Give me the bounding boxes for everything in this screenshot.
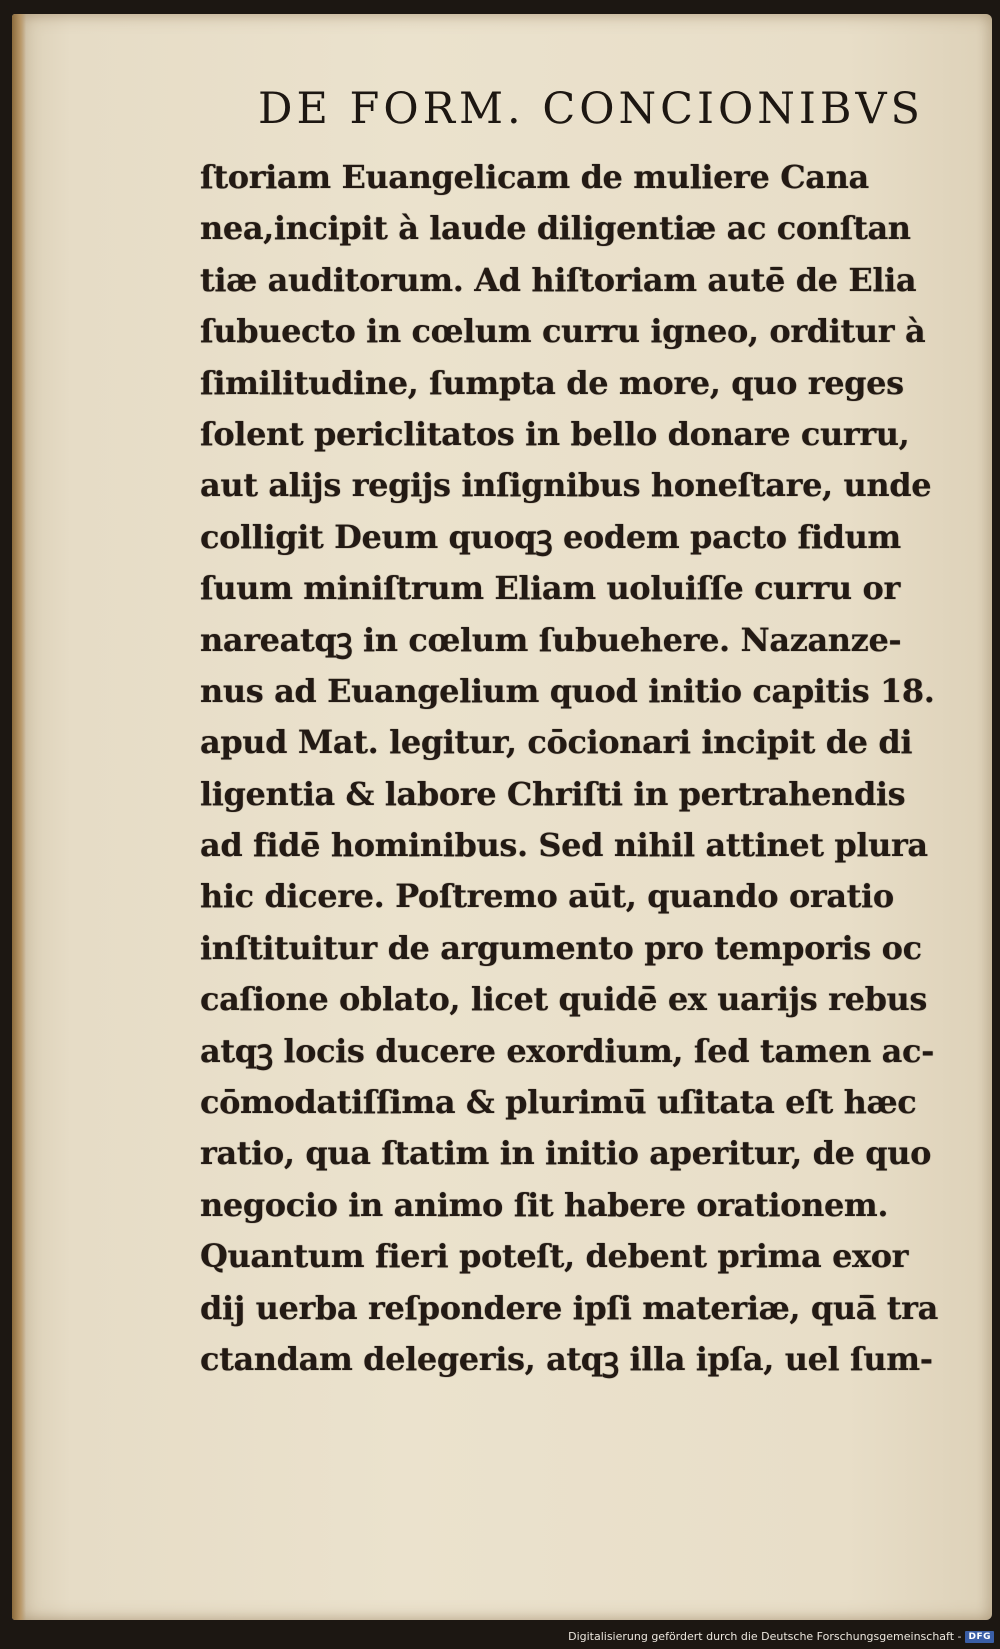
text-line: colligit Deum quoqꝫ eodem pacto fidum [200, 517, 901, 556]
text-line: tiæ auditorum. Ad hiſtoriam autē̄ de Elia [200, 260, 917, 299]
text-line: ligentia & labore Chriſti in pertrahendis [200, 774, 906, 813]
text-line: Quantum fieri poteſt, debent prima exor [200, 1237, 909, 1276]
text-line: ſuum miniſtrum Eliam uoluiſſe curru or [200, 569, 900, 608]
text-line: hic dicere. Poſtremo aūt, quando oratio [200, 877, 894, 916]
text-line: nareatqꝫ in cœlum ſubuehere. Nazanze- [200, 620, 902, 659]
text-line: caſione oblato, licet quidē̄ ex uarijs rebus [200, 980, 928, 1019]
text-line: dij uerba reſpondere ipſi materiæ, quā̄ tra [200, 1288, 938, 1327]
text-line: ſtoriam Euangelicam de muliere Cana [200, 158, 869, 196]
text-line: ſolent periclitatos in bello donare curru, [200, 414, 910, 453]
running-head: DE FORM. CONCIONIBVS [258, 84, 925, 134]
text-line: aut alijs regijs inſignibus honeſtare, unde [200, 466, 932, 505]
dfg-logo: DFG [965, 1631, 994, 1643]
text-line: cōmodatiſſima & plurimū̄ uſitata eſt hæc [200, 1083, 917, 1122]
page-binding-edge [12, 14, 26, 1620]
text-line: ad fidē̄ hominibus. Sed nihil attinet plura [200, 826, 928, 865]
text-line: ratio, qua ſtatim in initio aperitur, de quo [200, 1134, 932, 1173]
text-line: nus ad Euangelium quod initio capitis 18. [200, 671, 935, 710]
body-text [200, 152, 960, 1385]
text-line: apud Mat. legitur, cōcionari incipit de di [200, 723, 913, 762]
text-line: atqꝫ locis ducere exordium, ſed tamen ac- [200, 1031, 934, 1070]
text-line: inſtituitur de argumento pro temporis oc [200, 928, 922, 967]
digitization-credit [568, 1630, 994, 1643]
text-line: nea,incipit à laude diligentiæ ac conſtan [200, 209, 911, 248]
text-line: ſubuecto in cœlum curru igneo, orditur à [200, 312, 926, 351]
text-line: ſimilitudine, ſumpta de more, quo reges [200, 363, 904, 402]
paper-page [12, 14, 992, 1620]
text-line: negocio in animo ſit habere orationem. [200, 1185, 889, 1224]
text-line: ctandam delegeris, atqꝫ illa ipſa, uel ſum- [200, 1339, 933, 1378]
credit-text: Digitalisierung gefördert durch die Deutsche Forschungsgemeinschaft - [568, 1630, 962, 1643]
